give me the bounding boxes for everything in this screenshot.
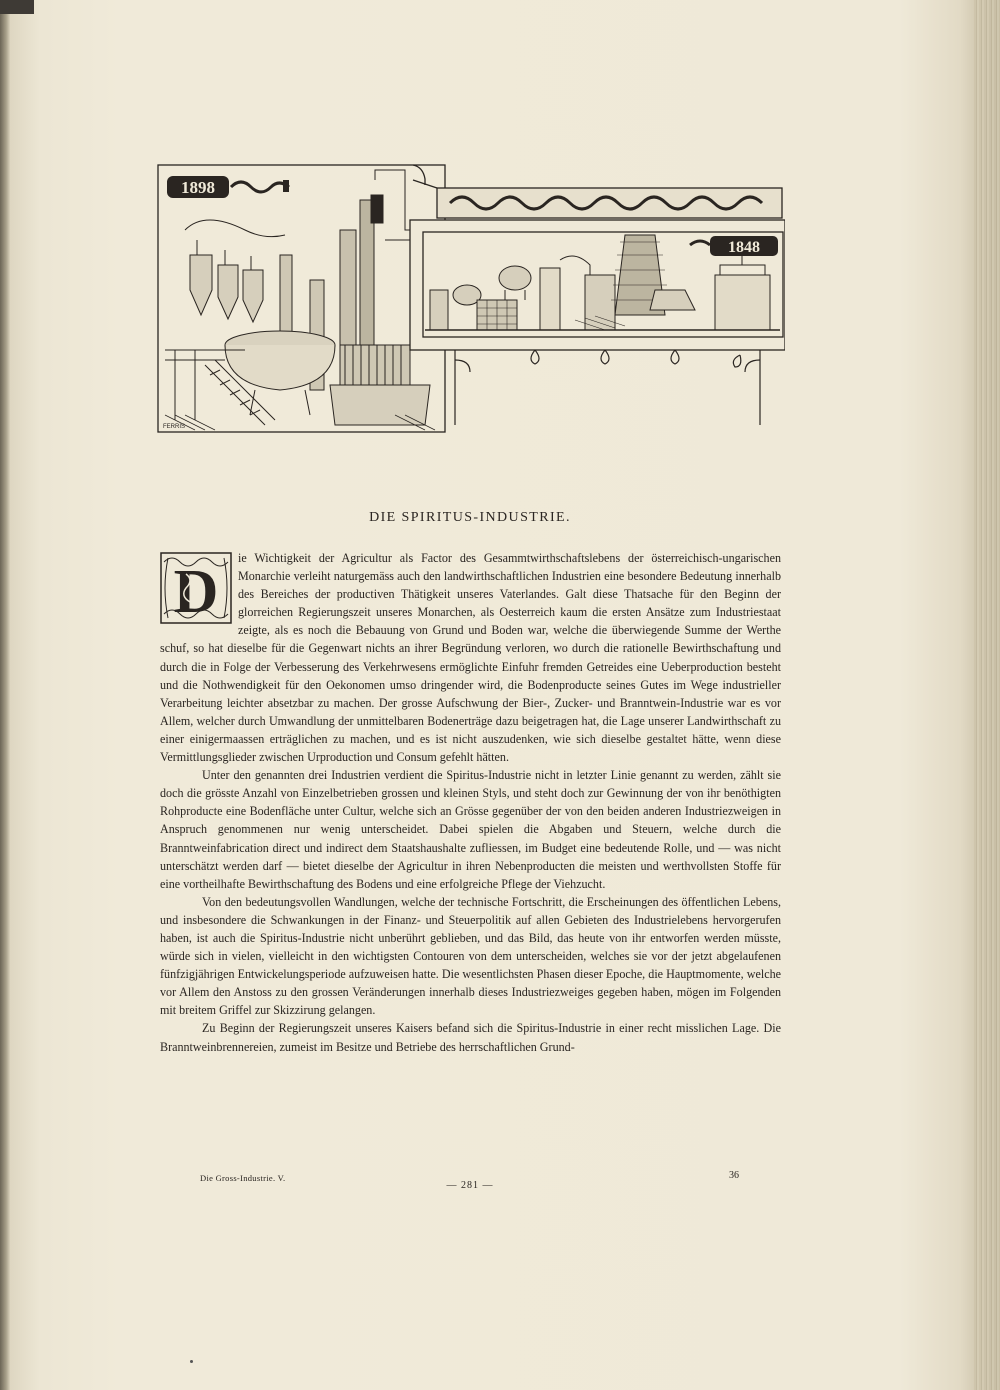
article-body bbox=[160, 549, 781, 1056]
footer-series-title: Die Gross-Industrie. V. bbox=[200, 1173, 286, 1183]
binding-corner bbox=[0, 0, 34, 14]
header-illustration bbox=[155, 160, 785, 455]
artist-signature: FERRIS bbox=[163, 424, 186, 430]
year-1898-cartouche bbox=[167, 176, 289, 198]
year-left: 1898 bbox=[181, 178, 215, 197]
paragraph-1: ie Wichtigkeit der Agricultur als Factor des Gesammtwirthschaftslebens der österreichisch-ungarischen Monarchie verleiht naturgemäss auch den landwirthschaftlichen Industrien eine besondere Bedeutung innerhalb des Bereiches der productiven Thätigkeit unseres Vaterlandes. Galt diese Thatsache für den Beginn der glorreichen Regierungszeit unseres Monarchen, als Oesterreich kaum die ersten Ansätze zum Industriestaat zeigte, als es noch die Bebauung von Grund und Boden war, welche die überwiegende Summe der Werthe schuf, so hat dieselbe für die Gegenwart nichts an ihrer Begründung verloren, wo durch die rationelle Bewirthschaftung und durch die in Folge der Verbesserung des Verkehrwesens ermöglichte Einfuhr fremden Getreides eine Ueberproduction besteht und die Nothwendigkeit für den Oekonomen umso dringender wird, die Bodenproducte seines Gutes im Wege industrieller Verarbeitung leichter absetzbar zu machen. Der grosse Aufschwung der Bier-, Zucker- und Branntwein-Industrie war es vor Allem, welcher durch Umwandlung der unmittelbaren Bodenerträge dazu beigetragen hat, die Lage unserer Landwirthschaft zu einer einigermaassen erträglichen zu machen, und es ist nicht auszudenken, wie sich dieselbe gestaltet hätte, wenn diese Vermittlungsglieder zwischen Urproduction und Consum gefehlt hätten. bbox=[160, 551, 781, 765]
ink-speck bbox=[190, 1360, 193, 1363]
drop-cap-letter: D bbox=[173, 558, 219, 624]
year-right: 1848 bbox=[728, 239, 760, 256]
page-edges bbox=[974, 0, 1000, 1390]
paragraph-3: Von den bedeutungsvollen Wandlungen, welche der technische Fortschritt, die Erscheinungen des öffentlichen Lebens, und insbesondere die Schwankungen in der Finanz- und Steuerpolitik auf allen Gebieten des Industrielebens hervorgerufen haben, ist auch die Spiritus-Industrie nicht unberührt geblieben, und das Bild, das heute von ihr entworfen werden müsste, würde sich in vielen, vielleicht in den wichtigsten Contouren von dem unterscheiden, welches sie vor der jetzt abgelaufenen fünfzigjährigen Entwickelungsperiode aufzuweisen hatte. Die wesentlichsten Phasen dieser Epoche, die Hauptmomente, welche vor Allem den Anstoss zu den grossen Veränderungen innerhalb dieses Industriezweiges gegeben haben, mögen im Folgenden mit breitem Griffel zur Skizzirung gelangen. bbox=[160, 894, 781, 1018]
footer-signature-number: 36 bbox=[729, 1170, 739, 1181]
bracket-ornaments bbox=[455, 350, 760, 425]
drop-cap-space bbox=[160, 549, 238, 625]
page-number: — 281 — bbox=[446, 1180, 494, 1191]
paragraph-4: Zu Beginn der Regierungszeit unseres Kaisers befand sich die Spiritus-Industrie in einer recht misslichen Lage. Die Branntweinbrennereien, zumeist im Besitze und Betriebe des herrschaftlichen Grund- bbox=[160, 1021, 781, 1054]
book-spine bbox=[0, 0, 10, 1390]
paragraph-2: Unter den genannten drei Industrien verdient die Spiritus-Industrie nicht in letzter Linie genannt zu werden, zählt sie doch die grösste Anzahl von Einzelbetrieben grossen und kleinen Styls, und steht doch zur Gewinnung der von ihr benöthigten Rohproducte eine Bodenfläche unter Cultur, welche sich an Grösse gegenüber der von den beiden anderen Industriezweigen in Anspruch genommenen nur wenig unterscheidet. Dabei spielen die Abgaben und Steuern, welche durch die Branntweinfabrication direct und indirect dem Staatshaushalte zufliessen, im Budget eine bedeutende Rolle, und — was nicht unterschätzt werden darf — bietet dieselbe der Agricultur in ihren Nebenproducten die meisten und werthvollsten Stoffe für eine vortheilhafte Bewirthschaftung des Bodens und eine erfolgreiche Pflege der Viehzucht. bbox=[160, 768, 781, 891]
ornamental-band bbox=[413, 180, 782, 218]
article-title: DIE SPIRITUS-INDUSTRIE. bbox=[369, 510, 571, 525]
modern-distillery-drawing bbox=[163, 170, 435, 430]
